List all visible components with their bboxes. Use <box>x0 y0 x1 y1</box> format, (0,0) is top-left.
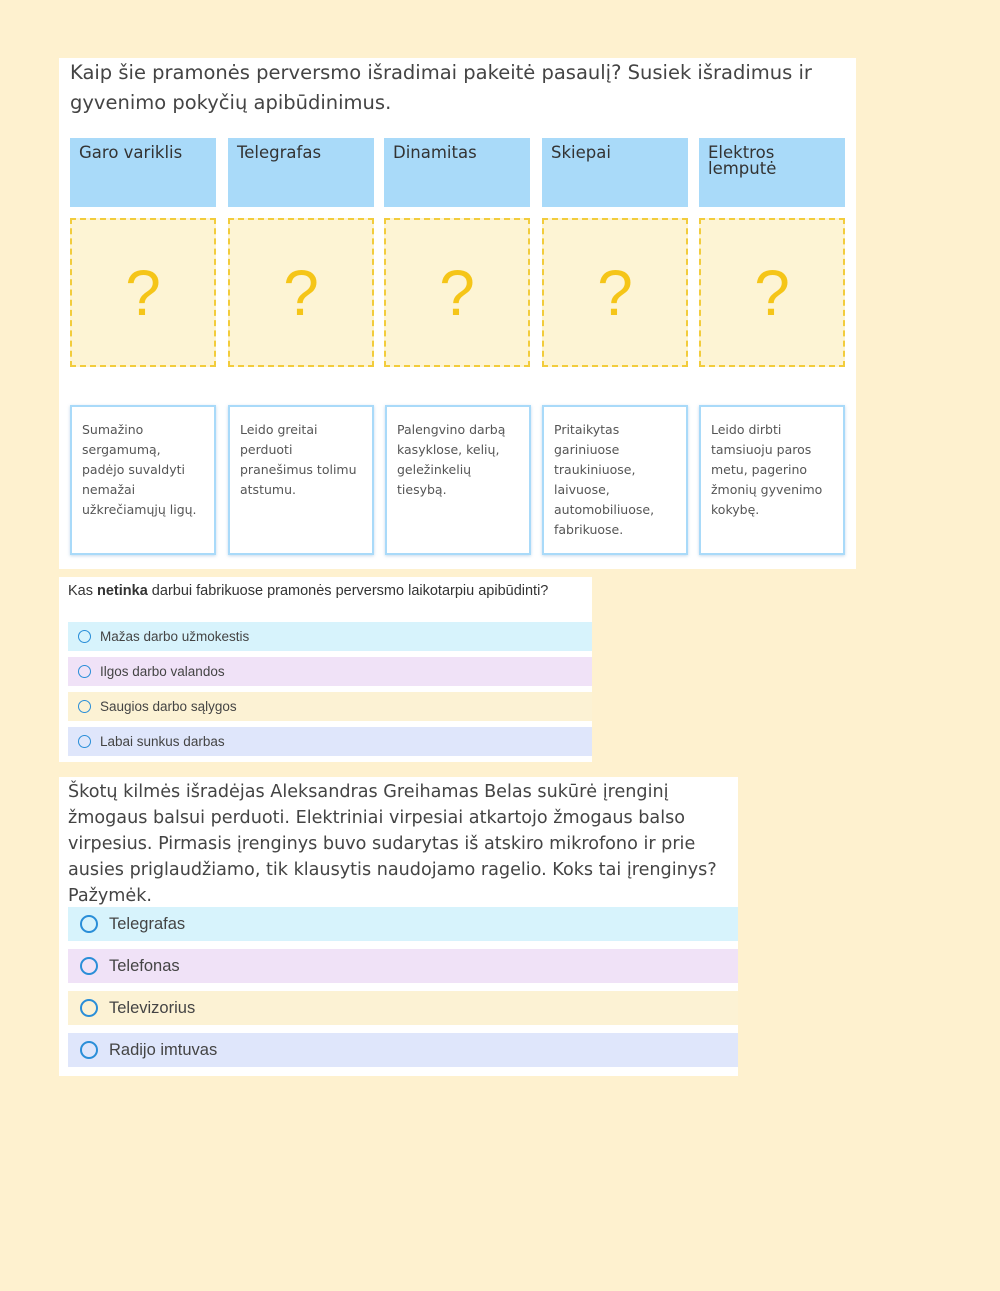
category-header-vaccines: Skiepai <box>542 138 688 207</box>
matching-question-title: Kaip šie pramonės perversmo išradimai pakeitė pasaulį? Susiek išradimus ir gyvenimo pokyčių apibūdinimus. <box>70 61 812 114</box>
draggable-card-messages[interactable]: Leido greitai perduoti pranešimus tolimu atstumu. <box>228 405 374 555</box>
drop-zone-dynamite[interactable] <box>384 218 530 367</box>
question-prefix: Kas <box>68 583 98 599</box>
draggable-card-night-work[interactable]: Leido dirbti tamsiuoju paros metu, pagerino žmonių gyvenimo kokybę. <box>699 405 845 555</box>
question-mark-icon: ? <box>754 256 790 329</box>
answer-option-telephone[interactable] <box>68 949 738 983</box>
draggable-card-disease[interactable]: Sumažino sergamumą, padėjo suvaldyti nemažai užkrečiamųjų ligų. <box>70 405 216 555</box>
question-suffix: darbui fabrikuose pramonės perversmo laikotarpiu apibūdinti? <box>147 583 549 599</box>
radio-button-icon[interactable] <box>78 735 91 748</box>
category-header-steam-engine: Garo variklis <box>70 138 216 207</box>
radio-button-icon[interactable] <box>80 1041 98 1059</box>
draggable-card-mining[interactable]: Palengvino darbą kasyklose, kelių, geležinkelių tiesybą. <box>385 405 531 555</box>
radio-button-icon[interactable] <box>80 915 98 933</box>
question-mark-icon: ? <box>125 256 161 329</box>
option-label: Radijo imtuvas <box>109 1040 218 1059</box>
radio-button-icon[interactable] <box>80 999 98 1017</box>
option-label: Labai sunkus darbas <box>100 734 225 749</box>
option-label: Ilgos darbo valandos <box>100 664 225 679</box>
question-mark-icon: ? <box>439 256 475 329</box>
option-label: Telefonas <box>109 956 180 975</box>
question-mark-icon: ? <box>597 256 633 329</box>
question-mark-icon: ? <box>283 256 319 329</box>
answer-option-radio-receiver[interactable] <box>68 1033 738 1067</box>
matching-exercise <box>59 58 856 569</box>
bell-device-quiz <box>59 777 738 1076</box>
draggable-card-transport[interactable]: Pritaikytas gariniuose traukiniuose, laivuose, automobiliuose, fabrikuose. <box>542 405 688 555</box>
radio-button-icon[interactable] <box>78 630 91 643</box>
radio-button-icon[interactable] <box>80 957 98 975</box>
category-header-telegraph: Telegrafas <box>228 138 374 207</box>
radio-button-icon[interactable] <box>78 665 91 678</box>
question-emphasis: netinka <box>97 583 148 599</box>
factory-work-question <box>68 581 592 601</box>
radio-button-icon[interactable] <box>78 700 91 713</box>
factory-work-quiz <box>59 577 592 762</box>
answer-option-safe-conditions[interactable] <box>68 692 592 721</box>
answer-option-television[interactable] <box>68 991 738 1025</box>
answer-option-low-wage[interactable] <box>68 622 592 651</box>
category-header-dynamite: Dinamitas <box>384 138 530 207</box>
option-label: Telegrafas <box>109 914 186 933</box>
bell-device-question: Škotų kilmės išradėjas Aleksandras Greihamas Belas sukūrė įrenginį žmogaus balsui perduoti. Elektriniai virpesiai atkartojo žmogaus balso virpesius. Pirmasis įrenginys buvo sudarytas iš atskiro mikrofono ir prie ausies priglaudžiamo, tik klausytis naudojamo ragelio. Koks tai įrenginys? Pažymėk. <box>68 782 717 906</box>
answer-option-telegraph[interactable] <box>68 907 738 941</box>
drop-zone-light-bulb[interactable] <box>699 218 845 367</box>
option-label: Televizorius <box>109 998 196 1017</box>
category-header-light-bulb: Elektros lemputė <box>699 138 845 207</box>
drop-zone-telegraph[interactable] <box>228 218 374 367</box>
option-label: Saugios darbo sąlygos <box>100 699 237 714</box>
drop-zone-steam-engine[interactable] <box>70 218 216 367</box>
answer-option-long-hours[interactable] <box>68 657 592 686</box>
answer-option-hard-work[interactable] <box>68 727 592 756</box>
option-label: Mažas darbo užmokestis <box>100 629 250 644</box>
drop-zone-vaccines[interactable] <box>542 218 688 367</box>
